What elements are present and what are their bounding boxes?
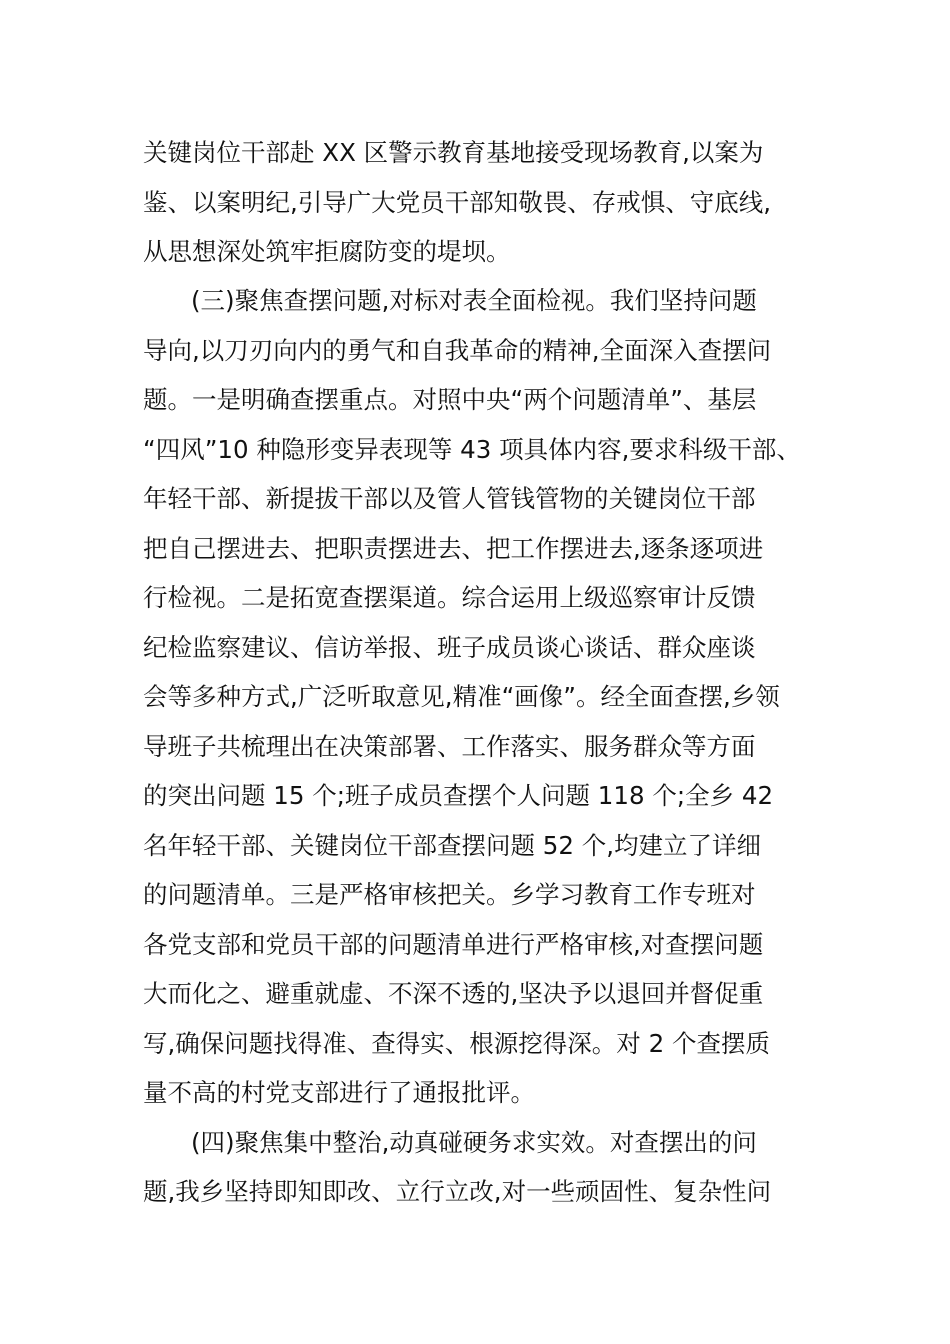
text-line-17: 各党支部和党员干部的问题清单进行严格审核,对查摆问题 xyxy=(143,930,764,959)
text-line-16: 的问题清单。三是严格审核把关。乡学习教育工作专班对 xyxy=(143,880,756,909)
text-line-7: “四风”10 种隐形变异表现等 43 项具体内容,要求科级干部、 xyxy=(143,435,801,464)
text-line-15: 名年轻干部、关键岗位干部查摆问题 52 个,均建立了详细 xyxy=(143,831,762,860)
text-line-19: 写,确保问题找得准、查得实、根源挖得深。对 2 个查摆质 xyxy=(143,1029,770,1058)
text-line-8: 年轻干部、新提拔干部以及管人管钱管物的关键岗位干部 xyxy=(143,484,756,513)
text-line-9: 把自己摆进去、把职责摆进去、把工作摆进去,逐条逐项进 xyxy=(143,534,764,563)
text-line-5: 导向,以刀刃向内的勇气和自我革命的精神,全面深入查摆问 xyxy=(143,336,772,365)
text-line-3: 从思想深处筑牢拒腐防变的堤坝。 xyxy=(143,237,511,266)
text-line-6: 题。一是明确查摆重点。对照中央“两个问题清单”、基层 xyxy=(143,385,757,414)
text-line-11: 纪检监察建议、信访举报、班子成员谈心谈话、群众座谈 xyxy=(143,633,756,662)
text-line-14: 的突出问题 15 个;班子成员查摆个人问题 118 个;全乡 42 xyxy=(143,781,774,810)
text-line-13: 导班子共梳理出在决策部署、工作落实、服务群众等方面 xyxy=(143,732,756,761)
text-line-18: 大而化之、避重就虚、不深不透的,坚决予以退回并督促重 xyxy=(143,979,764,1008)
text-line-1: 关键岗位干部赴 XX 区警示教育基地接受现场教育,以案为 xyxy=(143,138,764,167)
text-line-4: (三)聚焦查摆问题,对标对表全面检视。我们坚持问题 xyxy=(191,286,757,315)
text-line-2: 鉴、以案明纪,引导广大党员干部知敬畏、存戒惧、守底线, xyxy=(143,188,772,217)
text-line-12: 会等多种方式,广泛听取意见,精准“画像”。经全面查摆,乡领 xyxy=(143,682,780,711)
text-line-22: 题,我乡坚持即知即改、立行立改,对一些顽固性、复杂性问 xyxy=(143,1177,772,1206)
text-line-21: (四)聚焦集中整治,动真碰硬务求实效。对查摆出的问 xyxy=(191,1128,757,1157)
text-line-20: 量不高的村党支部进行了通报批评。 xyxy=(143,1078,535,1107)
text-line-10: 行检视。二是拓宽查摆渠道。综合运用上级巡察审计反馈 xyxy=(143,583,756,612)
